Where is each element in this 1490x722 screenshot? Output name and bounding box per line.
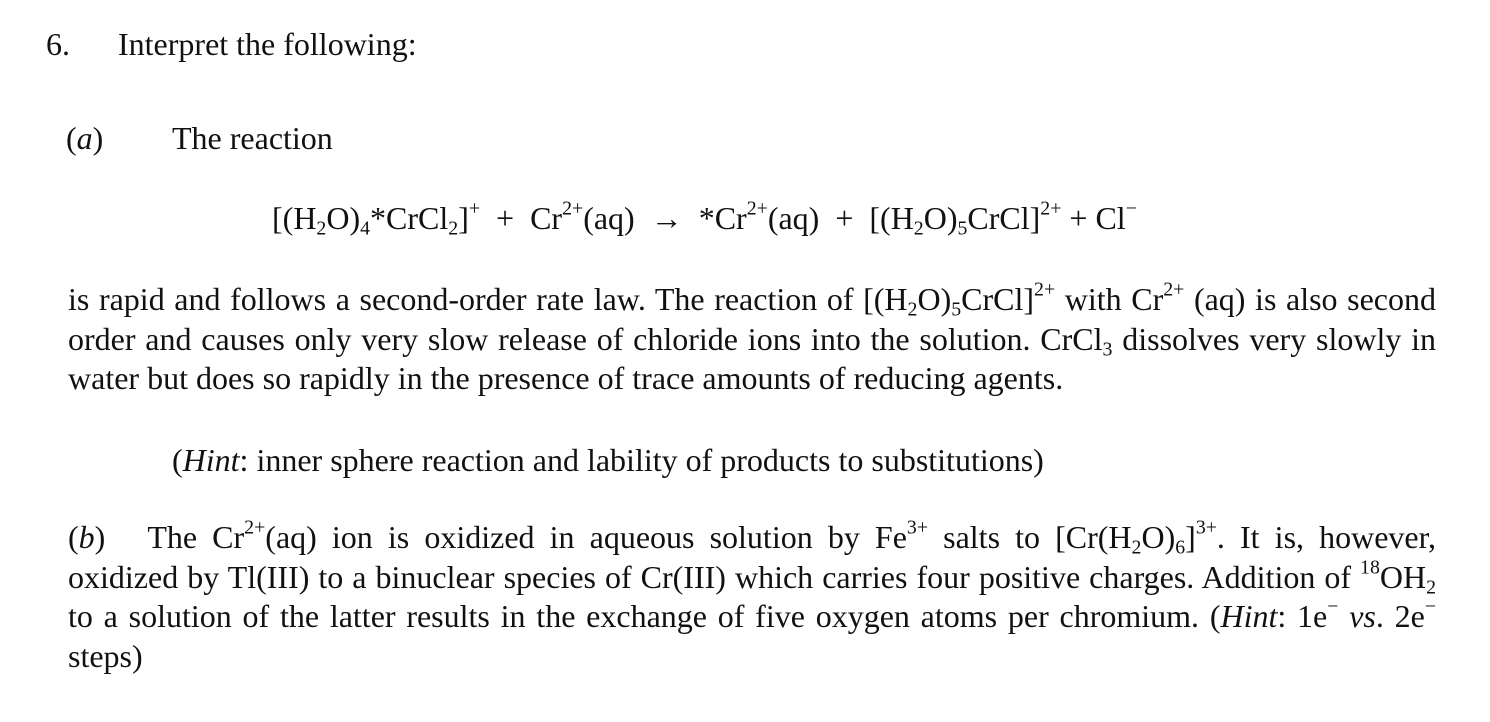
part-a-intro: The reaction — [172, 120, 333, 156]
reaction-equation: $[(H_2O)_4*CrCl_2]^+ + Cr^{2+}(aq) \to *Cr^{2+}(aq)$ + $[(H_2O)_5CrCl]^{2+} + Cl^-$ — [272, 197, 1137, 240]
question-number: 6. — [46, 26, 70, 62]
reaction-arrow: → — [650, 200, 683, 236]
part-a-hint: (Hint: inner sphere reaction and lability of products to substitutions) — [172, 442, 1044, 478]
part-b-label: (b) — [68, 519, 106, 555]
part-a-paragraph: is rapid and follows a second-order rate law. The reaction of $[(H_2O)_5CrCl]^{2+}$ with $Cr^{2+}$ (aq) is also second order and causes only very slow release of chloride ions into the solution. CrCl$_3$ dissolves very slowly in water but does so rapidly in the presence of trace amounts of reducing agents. — [68, 278, 1437, 396]
part-a-label: (a) — [66, 120, 104, 156]
question-title: Interpret the following: — [118, 26, 417, 62]
part-b-paragraph: (b) The $Cr^{2+}(aq)$ ion is oxidized in aqueous solution by $Fe^{3+}$ salts to $[Cr(H_2O)_6]^{3+}$. It is, however, oxidized by Tl(III) to a binuclear species of Cr(III) which carries four positive charges. Addition of $^{18}OH_2$ to a solution of the latter results in the exchange of five oxygen atoms per chromium. (Hint: 1e− vs. 2e− steps) — [68, 516, 1437, 674]
